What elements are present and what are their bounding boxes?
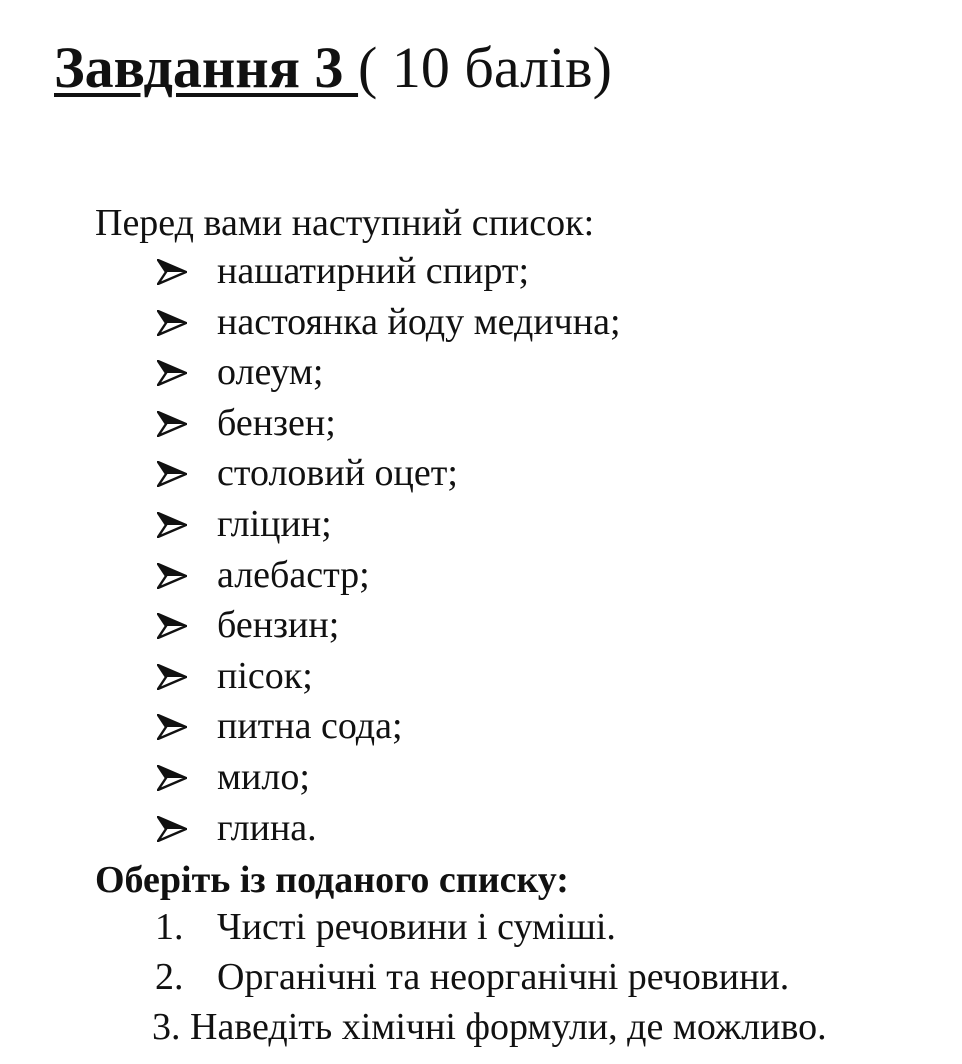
arrow-bullet-icon bbox=[157, 360, 187, 386]
arrow-bullet-icon bbox=[157, 461, 187, 487]
instruction-heading: Оберіть із поданого списку: bbox=[95, 859, 569, 901]
arrow-bullet-icon bbox=[157, 613, 187, 639]
task-title-number: Завдання 3 bbox=[54, 35, 359, 100]
arrow-bullet-icon bbox=[157, 563, 187, 589]
list-item-label: бензен; bbox=[217, 401, 336, 444]
list-item-label: мило; bbox=[217, 755, 310, 798]
arrow-bullet-icon bbox=[157, 411, 187, 437]
list-item-label: пісок; bbox=[217, 654, 313, 697]
arrow-bullet-icon bbox=[157, 765, 187, 791]
list-item-label: глина. bbox=[217, 806, 317, 849]
list-item-label: гліцин; bbox=[217, 502, 332, 545]
list-item-label: алебастр; bbox=[217, 553, 370, 596]
task-number: 2. bbox=[155, 956, 184, 998]
task-item-3: 3. Наведіть хімічні формули, де можливо. bbox=[152, 1006, 827, 1048]
task-title bbox=[54, 30, 612, 106]
arrow-bullet-icon bbox=[157, 310, 187, 336]
task-text: Чисті речовини і суміші. bbox=[217, 906, 616, 948]
list-item-label: нашатирний спирт; bbox=[217, 250, 529, 292]
arrow-bullet-icon bbox=[157, 259, 187, 285]
arrow-bullet-icon bbox=[157, 664, 187, 690]
list-intro: Перед вами наступний список: bbox=[95, 202, 595, 244]
arrow-bullet-icon bbox=[157, 512, 187, 538]
list-item-label: питна сода; bbox=[217, 705, 403, 748]
list-item-label: столовий оцет; bbox=[217, 452, 458, 495]
list-item-label: олеум; bbox=[217, 351, 324, 394]
arrow-bullet-icon bbox=[157, 714, 187, 740]
list-item-label: бензин; bbox=[217, 604, 340, 647]
task-title-points: ( 10 балів) bbox=[358, 35, 612, 100]
task-text: Органічні та неорганічні речовини. bbox=[217, 956, 790, 998]
arrow-bullet-icon bbox=[157, 816, 187, 842]
task-number: 1. bbox=[155, 906, 184, 948]
list-item-label: настоянка йоду медична; bbox=[217, 300, 621, 343]
